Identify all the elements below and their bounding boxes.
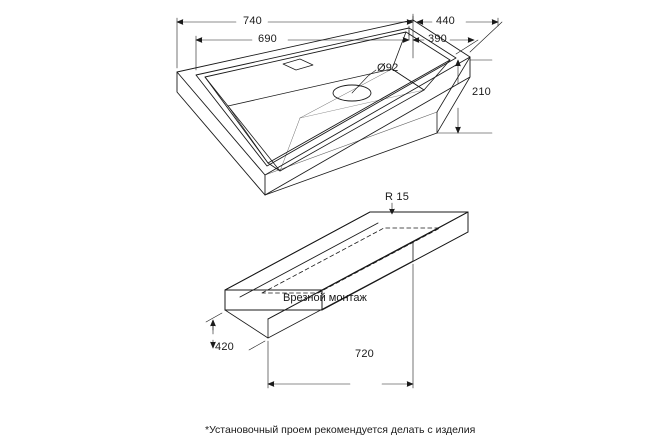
label-depth-outer: 440 <box>436 15 455 27</box>
label-cutout-depth: 420 <box>215 341 234 353</box>
dimension-440 <box>413 18 502 52</box>
label-depth-inner: 390 <box>428 33 447 45</box>
label-cutout-width: 720 <box>355 348 374 360</box>
label-mount-type: Врезной монтаж <box>283 292 367 304</box>
label-corner-radius: R 15 <box>385 191 410 203</box>
sink-body <box>177 57 470 195</box>
label-drain-diameter: Ø92 <box>377 62 399 74</box>
label-height: 210 <box>472 86 491 98</box>
label-width-inner: 690 <box>258 33 277 45</box>
footnote-text: *Установочный проем рекомендуется делать с изделия <box>205 424 476 436</box>
label-width-outer: 740 <box>243 15 262 27</box>
tap-slot-detail <box>283 59 313 70</box>
dimension-740 <box>177 14 413 68</box>
